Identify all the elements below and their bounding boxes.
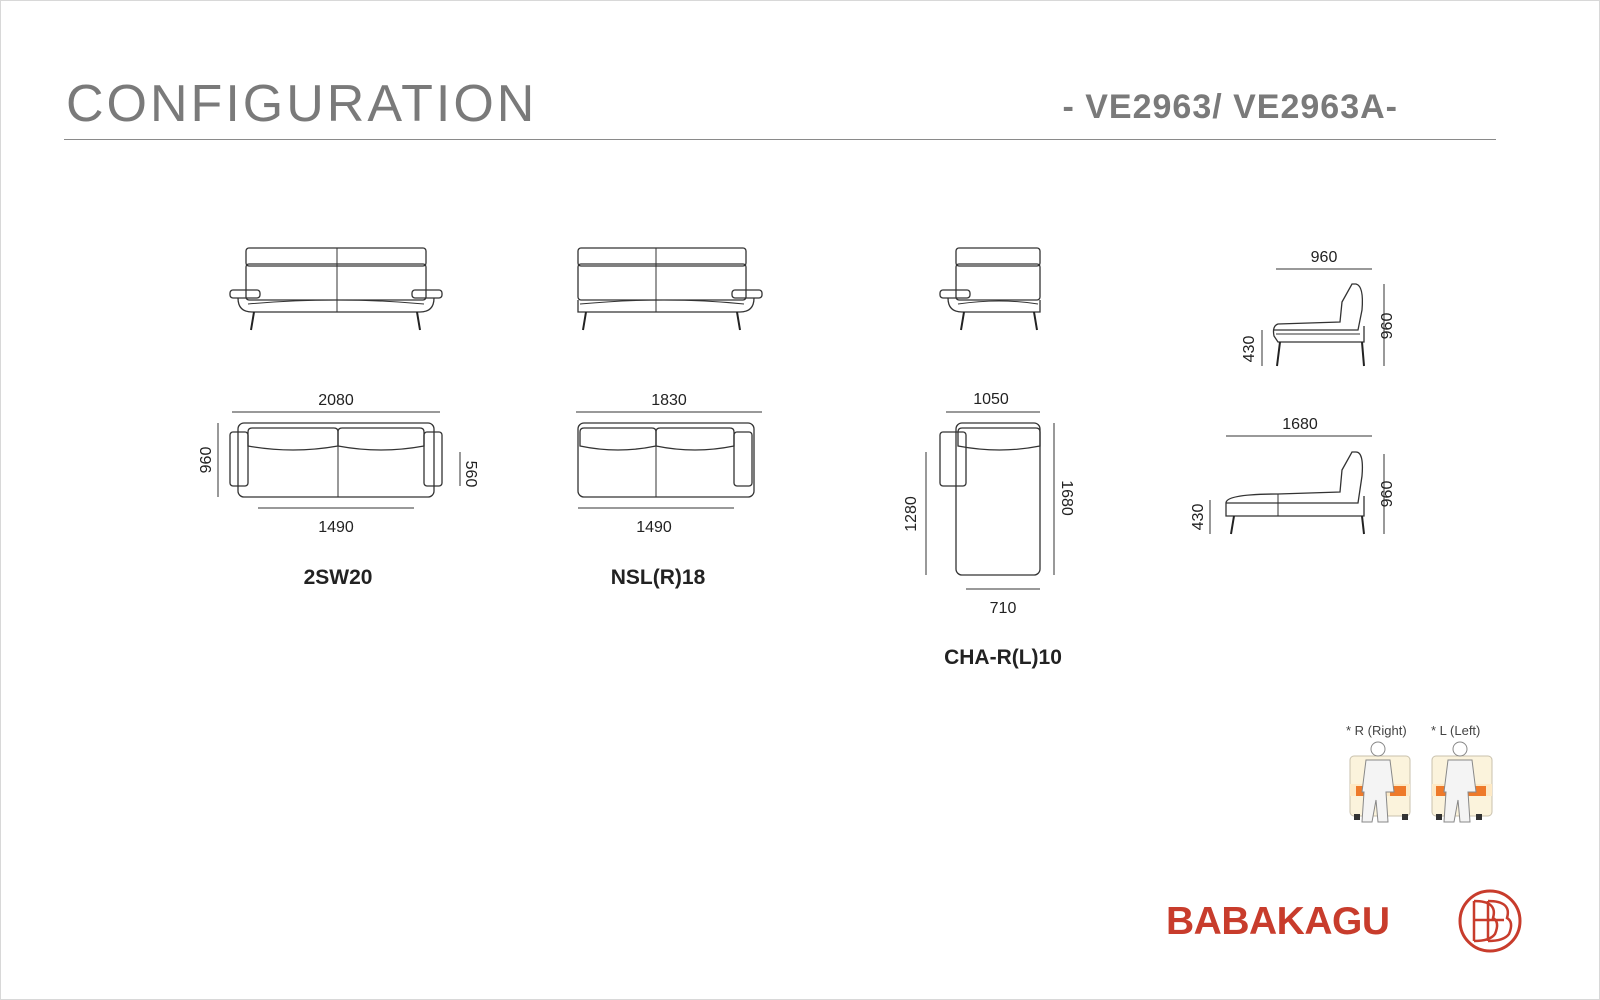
dimension-back-height: 960 <box>1379 480 1396 508</box>
left-orientation-illustration <box>1432 742 1492 822</box>
front-view-2sw20 <box>230 248 442 330</box>
dimension-depth-right: 1680 <box>1058 480 1075 516</box>
top-view-2sw20 <box>198 392 479 536</box>
dimension-seat-width: 1490 <box>318 519 354 536</box>
legend-left-label: * L (Left) <box>1431 723 1481 738</box>
model-code: - VE2963/ VE2963A- <box>1062 88 1398 126</box>
side-view-standard <box>1241 249 1396 366</box>
front-view-nslr18 <box>578 248 762 330</box>
front-view-char10 <box>940 248 1040 330</box>
brand-logo-icon <box>1460 891 1520 951</box>
dimension-arm-height: 560 <box>462 460 479 488</box>
dimension-seat-height: 430 <box>1190 503 1207 531</box>
dimension-depth-left: 1280 <box>903 496 920 532</box>
dimension-depth: 1680 <box>1282 416 1318 433</box>
dimension-back-height: 960 <box>1379 312 1396 340</box>
brand-name: BABAKAGU <box>1166 900 1390 943</box>
module-2sw20 <box>198 248 479 589</box>
module-char10 <box>903 248 1075 669</box>
dimension-depth: 960 <box>1310 249 1338 266</box>
page-title: CONFIGURATION <box>66 75 538 133</box>
dimension-width: 1830 <box>651 392 687 409</box>
dimension-seat-height: 430 <box>1241 335 1258 363</box>
dimension-depth: 960 <box>198 446 215 474</box>
dimension-width: 1050 <box>973 391 1009 408</box>
right-orientation-illustration <box>1350 742 1410 822</box>
model-label-char10: CHA-R(L)10 <box>944 646 1062 669</box>
dimension-seat-width: 710 <box>989 600 1017 617</box>
dimension-seat-width: 1490 <box>636 519 672 536</box>
top-view-char10 <box>903 391 1075 617</box>
orientation-legend <box>1346 723 1492 822</box>
side-view-chaise <box>1190 416 1396 534</box>
dimension-width: 2080 <box>318 392 354 409</box>
legend-right-label: * R (Right) <box>1346 723 1407 738</box>
model-label-nslr18: NSL(R)18 <box>610 566 706 589</box>
model-label-2sw20: 2SW20 <box>303 566 373 589</box>
top-view-nslr18 <box>576 392 762 536</box>
module-nslr18 <box>576 248 762 589</box>
